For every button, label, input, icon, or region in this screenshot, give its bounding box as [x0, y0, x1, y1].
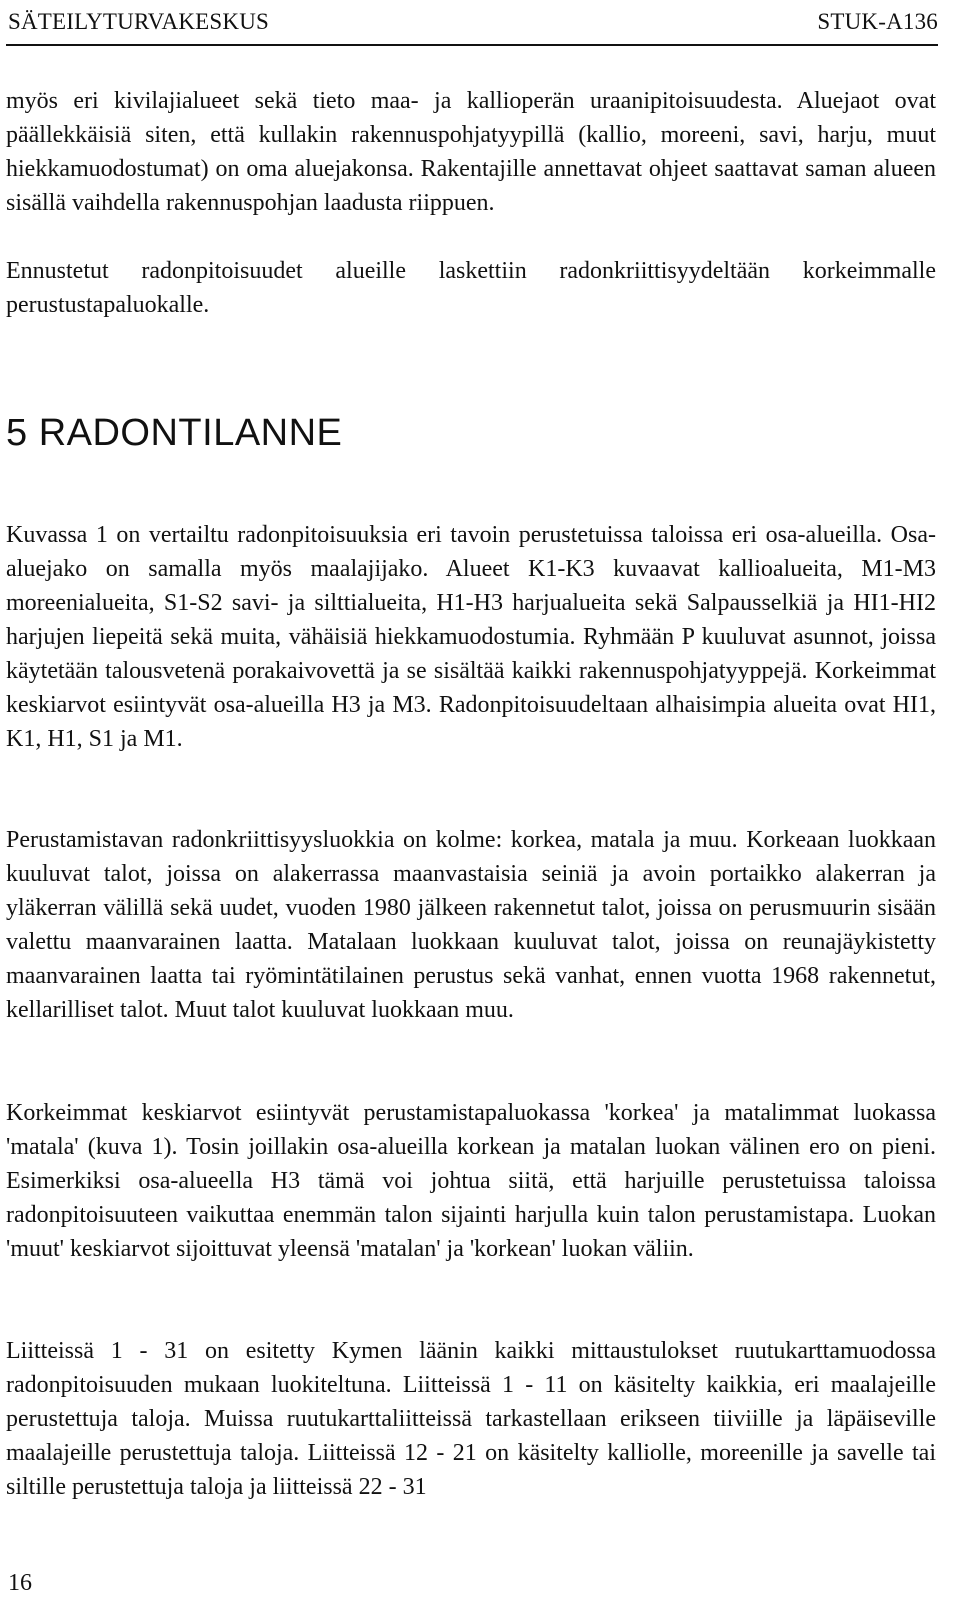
section-heading: 5 RADONTILANNE [6, 412, 343, 454]
header-organization: SÄTEILYTURVAKESKUS [8, 9, 269, 34]
paragraph-foundation-classes: Perustamistavan radonkriittisyysluokkia on kolme: korkea, matala ja muu. Korkeaan luokkaan kuuluvat talot, joissa on alakerrassa maanvastaisia seiniä ja avoin portaikko alakerran ja yläkerran välillä sekä uudet, vuoden 1980 jälkeen rakennetut talot, joissa on perusmuurin sisään valettu maanvarainen laatta. Matalaan luokkaan kuuluvat talot, joissa on reunajäykistetty maanvarainen laatta tai ryömintätilainen perustus sekä vanhat, ennen vuotta 1968 rakennetut, kellarilliset talot. Muut talot kuuluvat luokkaan muu. [6, 827, 936, 1023]
page-number: 16 [8, 1570, 32, 1596]
paragraph-area-division: myös eri kivilajialueet sekä tieto maa- ja kallioperän uraanipitoisuudesta. Aluejaot ovat päällekkäisiä siten, että kullakin rakennuspohjatyypillä (kallio, moreeni, savi, harju, muut hiekkamuodostumat) on oma aluejakonsa. Rakentajille annettavat ohjeet saattavat saman alueen sisällä vaihdella rakennuspohjan laadusta riippuen. [6, 88, 936, 216]
header-divider [6, 44, 938, 46]
paragraph-subarea-comparison: Kuvassa 1 on vertailtu radonpitoisuuksia eri tavoin perustetuissa taloissa eri osa-alueilla. Osa-aluejako on samalla myös maalajijako. Alueet K1-K3 kuvaavat kallioalueita, M1-M3 moreenialueita, S1-S2 savi- ja silttialueita, H1-H3 harjualueita sekä Salpausselkiä ja HI1-HI2 harjujen liepeitä sekä muita, vähäisiä hiekkamuodostumia. Ryhmään P kuuluvat asunnot, joissa käytetään talousvetenä porakaivovettä ja se sisältää kaikki rakennuspohjatyyppejä. Korkeimmat keskiarvot esiintyvät osa-alueilla H3 ja M3. Radonpitoisuudeltaan alhaisimpia alueita ovat HI1, K1, H1, S1 ja M1. [6, 522, 936, 752]
running-header [8, 4, 938, 40]
paragraph-highest-averages: Korkeimmat keskiarvot esiintyvät perustamistapaluokassa 'korkea' ja matalimmat luokassa 'matala' (kuva 1). Tosin joillakin osa-alueilla korkean ja matalan luokan välinen ero on pieni. Esimerkiksi osa-alueella H3 tämä voi johtua siitä, että harjuille perustetuissa taloissa radonpitoisuuteen vaikuttaa enemmän talon sijainti harjulla kuin talon perustamistapa. Luokan 'muut' keskiarvot sijoittuvat yleensä 'matalan' ja 'korkean' luokan väliin. [6, 1100, 936, 1262]
paragraph-appendices: Liitteissä 1 - 31 on esitetty Kymen läänin kaikki mittaustulokset ruutukarttamuodossa radonpitoisuuden mukaan luokiteltuna. Liitteissä 1 - 11 on käsitelty kaikkia, eri maalajeille perustettuja taloja. Muissa ruutukarttaliitteissä tarkastellaan erikseen tiiviille ja läpäiseville maalajeille perustettuja taloja. Liitteissä 12 - 21 on käsitelty kalliolle, moreenille ja savelle tai siltille perustettuja taloja ja liitteissä 22 - 31 [6, 1338, 936, 1500]
paragraph-predicted-concentrations: Ennustetut radonpitoisuudet alueille laskettiin radonkriittisyydeltään korkeimmalle perustustapaluokalle. [6, 258, 936, 318]
header-report-id: STUK-A136 [817, 9, 938, 34]
